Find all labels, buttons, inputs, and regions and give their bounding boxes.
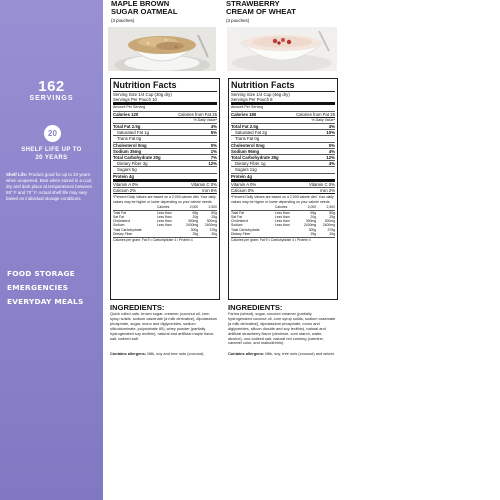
tag-everyday-meals: EVERYDAY MEALS bbox=[7, 297, 84, 306]
nutrient-dv: 12% bbox=[208, 161, 217, 167]
shelf-life-description bbox=[6, 172, 98, 202]
calories-per-gram: Calories per gram: Fat 9 • Carbohydrate 4 • Protein 4 bbox=[113, 237, 217, 243]
product-title-line-1: MAPLE BROWN bbox=[111, 0, 170, 8]
daily-value-header: % Daily Value* bbox=[113, 118, 217, 124]
table-cell: Dietary Fiber bbox=[231, 232, 251, 237]
ingredients-heading: INGREDIENTS: bbox=[110, 303, 165, 312]
daily-value-footnote: *Percent Daily Values are based on a 2,000 calorie diet. Your daily values may be higher or lower depending on your calorie needs. bbox=[231, 195, 334, 204]
nutrient-label: Dietary Fiber 1g bbox=[235, 161, 266, 167]
servings-count: 162 bbox=[38, 78, 65, 95]
table-cell: 65g bbox=[192, 210, 199, 215]
table-cell: 25g bbox=[310, 232, 317, 237]
table-cell: 300mg bbox=[187, 219, 199, 224]
nutrient-label: Trans Fat 0g bbox=[235, 136, 260, 142]
table-cell: 375g bbox=[209, 227, 217, 232]
nutrient-label: Total Fat 2.5g bbox=[231, 124, 259, 130]
shelf-life-label-line-2: 20 YEARS bbox=[35, 154, 68, 161]
table-cell: Sat Fat bbox=[231, 214, 242, 219]
tag-food-storage: FOOD STORAGE bbox=[7, 269, 75, 278]
servings-per-pouch: Servings Per Pouch 10 bbox=[113, 97, 217, 105]
table-cell: 300mg bbox=[305, 219, 317, 224]
table-cell: Cholesterol bbox=[231, 219, 249, 224]
nutrition-facts-title: Nutrition Facts bbox=[113, 80, 217, 92]
table-cell: Less than bbox=[274, 210, 290, 215]
nutrient-dv: 10% bbox=[326, 130, 335, 136]
allergens-heading: Contains allergens: bbox=[110, 351, 147, 356]
table-cell: 25g bbox=[329, 214, 335, 219]
nutrition-facts-title: Nutrition Facts bbox=[231, 80, 335, 92]
nutrient-dv: 4% bbox=[328, 124, 335, 130]
allergens-body: Milk, soy, tree nuts (coconut) and wheat. bbox=[265, 351, 335, 356]
nutrient-label: Sugars 11g bbox=[235, 167, 257, 173]
table-cell: Total Carbohydrate bbox=[113, 227, 142, 232]
nutrient-dv: 4% bbox=[210, 124, 217, 130]
table-cell: Less than bbox=[274, 223, 290, 228]
tag-emergencies: EMERGENCIES bbox=[7, 283, 69, 292]
serving-size: Serving Size 1/4 Cup (46g dry) bbox=[231, 92, 290, 97]
table-cell: Sodium bbox=[113, 223, 125, 228]
vitamin-a: Vitamin A 0% bbox=[113, 181, 139, 187]
calories-value: Calories 120 bbox=[113, 111, 139, 117]
table-header-cell: Calories bbox=[157, 205, 180, 210]
vitamin-a: Vitamin A 0% bbox=[231, 181, 257, 187]
servings-per-pouch: Servings Per Pouch 8 bbox=[231, 97, 335, 105]
table-cell: 2400mg bbox=[185, 223, 199, 228]
table-cell: 65g bbox=[310, 210, 317, 215]
table-cell: Less than bbox=[274, 214, 290, 219]
nutrient-dv: 0% bbox=[328, 142, 335, 148]
serving-size: Serving Size 1/4 Cup (30g dry) bbox=[113, 92, 172, 97]
oatmeal-bowl-image bbox=[108, 27, 216, 71]
vitamin-c: Vitamin C 0% bbox=[309, 181, 335, 187]
allergens-text bbox=[228, 352, 336, 357]
nutrient-label: Sugars 5g bbox=[117, 167, 137, 173]
table-cell: 300g bbox=[308, 227, 317, 232]
table-cell: 300mg bbox=[324, 219, 335, 224]
table-cell: Less than bbox=[156, 210, 172, 215]
table-header-cell: 2,500 bbox=[198, 205, 217, 210]
ingredients-text: Farina (wheat), sugar, coconut creamer (partially hydrogenated coconut oil, corn syrup solids, sodium caseinate [a milk derivative], dipotassium phosphate, mono and diglycerides, silicon dioxide and soy lecithin), natural and artificial strawberry flavor (dextrose, corn starch, water, alcohol), non-iodized salt, natural red coloring (carmine, caramel color, and maltodextrin). bbox=[228, 311, 336, 346]
table-cell: 375g bbox=[327, 227, 335, 232]
product-cream-of-wheat bbox=[223, 0, 343, 356]
daily-value-footnote: *Percent Daily Values are based on a 2,000 calorie diet. Your daily values may be higher or lower depending on your calorie needs. bbox=[113, 195, 216, 204]
ingredients-text: Quick rolled oats, brown sugar, creamer (coconut oil, corn syrup solids, sodium caseinate [a milk derivative], dipotassium phosphate, sugar, mono and diglycerides, sodium silicoaluminate, polysorbate 80), whey powder (partially hydrogenated soy lecithin), natural and artificial maple flavor, salt, iodized salt. bbox=[110, 311, 218, 341]
nutrient-label: Trans Fat 0g bbox=[117, 136, 142, 142]
table-cell: Sodium bbox=[231, 223, 243, 228]
table-cell bbox=[275, 232, 298, 236]
shelf-life-badge: 20 bbox=[44, 125, 61, 142]
table-cell: 80g bbox=[329, 210, 335, 215]
product-oatmeal bbox=[108, 0, 228, 356]
iron: Iron 6% bbox=[202, 188, 217, 194]
table-cell: 25g bbox=[192, 232, 199, 237]
table-cell bbox=[157, 232, 180, 236]
daily-value-header: % Daily Value* bbox=[231, 118, 335, 124]
iron: Iron 2% bbox=[320, 188, 335, 194]
table-row bbox=[113, 232, 217, 236]
table-cell: 300mg bbox=[206, 219, 217, 224]
amount-per-serving: Amount Per Serving bbox=[231, 105, 335, 111]
shelf-life-label-line-1: SHELF LIFE UP TO bbox=[21, 147, 82, 153]
table-header-cell: 2,000 bbox=[297, 205, 316, 210]
nutrient-label: Saturated Fat 2g bbox=[235, 130, 268, 136]
table-cell: 2400mg bbox=[303, 223, 317, 228]
table-cell: 80g bbox=[211, 210, 217, 215]
product-title-line-2: CREAM OF WHEAT bbox=[226, 7, 296, 17]
nutrient-label: Dietary Fiber 3g bbox=[117, 161, 148, 167]
product-title bbox=[223, 0, 343, 17]
daily-value-table bbox=[231, 205, 335, 236]
table-cell: Less than bbox=[156, 214, 172, 219]
calcium: Calcium 0% bbox=[231, 188, 254, 194]
table-cell: Less than bbox=[156, 223, 172, 228]
nutrient-label: Total Carbohydrate 20g bbox=[113, 155, 161, 161]
nutrient-label: Sodium 95mg bbox=[231, 148, 260, 154]
nutrition-facts-label bbox=[110, 78, 220, 300]
table-cell: 30g bbox=[211, 232, 217, 237]
nutrient-dv: 7% bbox=[210, 155, 217, 161]
nutrient-dv: 4% bbox=[328, 148, 335, 154]
nutrient-label: Total Fat 2.5g bbox=[113, 124, 141, 130]
product-title-line-2: SUGAR OATMEAL bbox=[111, 7, 178, 17]
table-cell: Sat Fat bbox=[113, 214, 124, 219]
shelf-life-body: Product good for up to 20 years when unopened. Best when stored in a cool, dry and dark place at temperatures between 55° F and 70° F. Actual shelf life may vary based on individual storage conditions. bbox=[6, 172, 93, 201]
usage-tags bbox=[7, 267, 99, 309]
product-title bbox=[108, 0, 228, 17]
table-cell: Dietary Fiber bbox=[113, 232, 133, 237]
table-cell: 2400mg bbox=[322, 223, 335, 228]
table-cell: 20g bbox=[310, 214, 317, 219]
ingredients-heading: INGREDIENTS: bbox=[228, 303, 283, 312]
daily-value-table bbox=[113, 205, 217, 236]
shelf-life-label bbox=[0, 147, 103, 162]
allergens-body: Milk, soy and tree nuts (coconut). bbox=[147, 351, 205, 356]
servings-label: SERVINGS bbox=[29, 95, 74, 102]
sidebar-panel bbox=[0, 0, 103, 500]
nutrient-label: Saturated Fat 1g bbox=[117, 130, 150, 136]
table-cell: 2400mg bbox=[204, 223, 217, 228]
calories-from-fat: Calories from Fat 25 bbox=[178, 111, 217, 117]
table-header-cell: Calories bbox=[275, 205, 298, 210]
table-cell: 300g bbox=[190, 227, 199, 232]
calcium: Calcium 2% bbox=[113, 188, 136, 194]
nutrient-dv: 5% bbox=[210, 130, 217, 136]
calories-per-gram: Calories per gram: Fat 9 • Carbohydrate 4 • Protein 4 bbox=[231, 237, 335, 243]
table-header-cell: 2,000 bbox=[179, 205, 198, 210]
table-cell: Less than bbox=[274, 219, 290, 224]
amount-per-serving: Amount Per Serving bbox=[113, 105, 217, 111]
table-cell: 25g bbox=[211, 214, 217, 219]
table-row bbox=[231, 232, 335, 236]
allergens-text bbox=[110, 352, 218, 357]
nutrient-label: Protein 4g bbox=[113, 173, 135, 179]
table-cell: Total Fat bbox=[231, 210, 245, 215]
nutrient-dv: 0% bbox=[210, 142, 217, 148]
table-cell: Less than bbox=[156, 219, 172, 224]
nutrient-dv: 12% bbox=[326, 155, 335, 161]
table-cell: 20g bbox=[192, 214, 199, 219]
nutrient-dv: 4% bbox=[328, 161, 335, 167]
product-pouches: (3 pouches) bbox=[111, 17, 135, 23]
cream-of-wheat-bowl-image bbox=[227, 27, 337, 71]
allergens-heading: Contains allergens: bbox=[228, 351, 265, 356]
product-pouches: (3 pouches) bbox=[226, 17, 250, 23]
nutrient-label: Cholesterol 0mg bbox=[113, 142, 147, 148]
table-cell: 30g bbox=[329, 232, 335, 237]
product-title-line-1: STRAWBERRY bbox=[226, 0, 280, 8]
nutrient-dv: 1% bbox=[210, 148, 217, 154]
nutrition-facts-label bbox=[228, 78, 338, 300]
nutrient-label: Sodium 35mg bbox=[113, 148, 142, 154]
nutrient-label: Total Carbohydrate 35g bbox=[231, 155, 279, 161]
calories-value: Calories 180 bbox=[231, 111, 257, 117]
table-cell: Cholesterol bbox=[113, 219, 131, 224]
table-cell: Total Carbohydrate bbox=[231, 227, 260, 232]
table-cell: Total Fat bbox=[113, 210, 127, 215]
shelf-life-heading: Shelf Life: bbox=[6, 172, 28, 177]
nutrient-label: Cholesterol 0mg bbox=[231, 142, 265, 148]
calories-from-fat: Calories from Fat 25 bbox=[296, 111, 335, 117]
table-header-cell: 2,500 bbox=[316, 205, 335, 210]
nutrient-label: Protein 4g bbox=[231, 173, 253, 179]
vitamin-c: Vitamin C 0% bbox=[191, 181, 217, 187]
